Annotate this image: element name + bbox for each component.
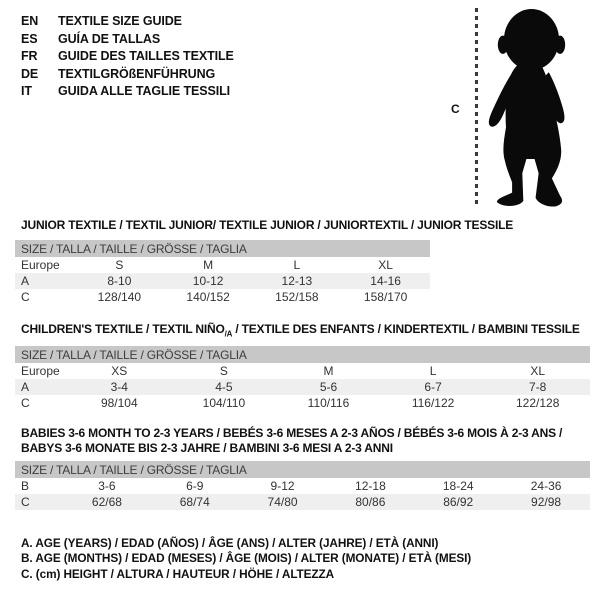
cell: 6-7 bbox=[381, 379, 486, 395]
cell: S bbox=[115, 258, 124, 272]
table-header-row bbox=[15, 461, 590, 478]
note-c: C. (cm) HEIGHT / ALTURA / HAUTEUR / HÖHE / ALTEZZA bbox=[21, 566, 335, 581]
children-title-post: / TEXTILE DES ENFANTS / KINDERTEXTIL / BAMBINI TESSILE bbox=[232, 322, 580, 336]
legend-notes bbox=[21, 536, 471, 582]
cell: 122/128 bbox=[515, 396, 560, 410]
row-label: A bbox=[15, 379, 67, 395]
cell: 110/116 bbox=[307, 396, 350, 410]
babies-table-title bbox=[21, 426, 581, 456]
junior-size-table bbox=[15, 240, 430, 305]
babies-size-table bbox=[15, 461, 590, 510]
cell: XS bbox=[111, 364, 128, 378]
row-label: Europe bbox=[21, 364, 60, 378]
cell: 24-36 bbox=[530, 479, 562, 493]
children-title-sub: /A bbox=[224, 329, 233, 339]
cell: 7-8 bbox=[485, 379, 590, 395]
note-b: B. AGE (MONTHS) / EDAD (MESES) / ÂGE (MOIS) / ALTER (MONATE) / ETÀ (MESI) bbox=[21, 551, 472, 566]
language-code: FR bbox=[21, 49, 38, 63]
guide-title-de: TEXTILGRÖßENFÜHRUNG bbox=[58, 66, 216, 81]
table-row bbox=[15, 273, 430, 289]
row-label: B bbox=[21, 479, 30, 493]
cell: 68/74 bbox=[151, 494, 239, 510]
cell: XL bbox=[378, 258, 393, 272]
cell: 18-24 bbox=[442, 479, 474, 493]
cell: 4-5 bbox=[172, 379, 277, 395]
cell: 140/152 bbox=[186, 290, 230, 304]
guide-title-en: TEXTILE SIZE GUIDE bbox=[58, 14, 182, 28]
cell: M bbox=[323, 364, 334, 378]
language-code: EN bbox=[21, 14, 39, 28]
cell: 86/92 bbox=[414, 494, 502, 510]
cell: XL bbox=[530, 364, 546, 378]
cell: 158/170 bbox=[363, 290, 408, 304]
row-label: A bbox=[15, 273, 75, 289]
language-row-de bbox=[21, 66, 234, 84]
row-label: C bbox=[21, 396, 30, 410]
cell: 3-6 bbox=[98, 479, 116, 493]
cell: L bbox=[429, 364, 437, 378]
table-row bbox=[15, 478, 590, 494]
babies-title-line2: BABYS 3-6 MONATE BIS 2-3 JAHRE / BAMBINI 3-6 MESI A 2-3 ANNI bbox=[21, 441, 393, 455]
cell: 10-12 bbox=[164, 273, 253, 289]
cell: 152/158 bbox=[275, 290, 319, 304]
cell: M bbox=[203, 258, 214, 272]
guide-title-es: GUÍA DE TALLAS bbox=[58, 31, 161, 46]
language-code: DE bbox=[21, 66, 39, 81]
cell: 5-6 bbox=[276, 379, 381, 395]
children-table-title bbox=[21, 322, 580, 338]
language-row-es bbox=[21, 31, 234, 49]
baby-silhouette-image bbox=[482, 7, 582, 209]
row-label: Europe bbox=[21, 258, 60, 272]
table-row bbox=[15, 257, 430, 273]
size-header-cell: SIZE / TALLA / TAILLE / GRÖSSE / TAGLIA bbox=[15, 240, 430, 257]
children-size-table bbox=[15, 346, 590, 411]
cell: 92/98 bbox=[502, 494, 590, 510]
language-code: ES bbox=[21, 31, 38, 46]
cell: 12-18 bbox=[355, 479, 386, 493]
table-row bbox=[15, 395, 590, 411]
table-row bbox=[15, 494, 590, 510]
cell: 128/140 bbox=[97, 290, 142, 304]
cell: 74/80 bbox=[239, 494, 327, 510]
cell: 104/110 bbox=[202, 396, 246, 410]
table-header-row bbox=[15, 240, 430, 257]
size-header-cell: SIZE / TALLA / TAILLE / GRÖSSE / TAGLIA bbox=[15, 346, 590, 363]
table-header-row bbox=[15, 346, 590, 363]
size-header-cell: SIZE / TALLA / TAILLE / GRÖSSE / TAGLIA bbox=[15, 461, 590, 478]
language-code: IT bbox=[21, 84, 32, 98]
cell: 3-4 bbox=[67, 379, 172, 395]
language-header bbox=[21, 13, 234, 101]
note-a: A. AGE (YEARS) / EDAD (AÑOS) / ÂGE (ANS) / ALTER (JAHRE) / ETÀ (ANNI) bbox=[21, 536, 439, 550]
cell: 98/104 bbox=[100, 396, 138, 410]
cell: 116/122 bbox=[411, 396, 455, 410]
cell: 14-16 bbox=[341, 273, 430, 289]
cell: S bbox=[219, 364, 228, 378]
row-label: C bbox=[15, 494, 63, 510]
cell: 80/86 bbox=[326, 494, 414, 510]
language-row-en bbox=[21, 13, 234, 31]
babies-title-line1: BABIES 3-6 MONTH TO 2-3 YEARS / BEBÉS 3-6 MESES A 2-3 AÑOS / BÉBÉS 3-6 MOIS À 2-3 ANS / bbox=[21, 426, 563, 440]
cell: 8-10 bbox=[75, 273, 164, 289]
dashed-measure-line bbox=[475, 8, 478, 207]
height-measure-figure bbox=[443, 5, 595, 210]
guide-title-it: GUIDA ALLE TAGLIE TESSILI bbox=[58, 84, 231, 98]
language-row-it bbox=[21, 83, 234, 101]
cell: L bbox=[293, 258, 301, 272]
cell: 6-9 bbox=[186, 479, 204, 493]
table-row bbox=[15, 363, 590, 379]
row-label: C bbox=[21, 290, 30, 304]
cell: 12-13 bbox=[253, 273, 342, 289]
cell: 62/68 bbox=[63, 494, 151, 510]
children-title-pre: CHILDREN'S TEXTILE / TEXTIL NIÑO bbox=[21, 322, 225, 336]
measure-c-label: C bbox=[451, 102, 460, 116]
junior-table-title: JUNIOR TEXTILE / TEXTIL JUNIOR/ TEXTILE JUNIOR / JUNIORTEXTIL / JUNIOR TESSILE bbox=[21, 218, 514, 232]
language-row-fr bbox=[21, 48, 234, 66]
table-row bbox=[15, 289, 430, 305]
table-row bbox=[15, 379, 590, 395]
cell: 9-12 bbox=[270, 479, 295, 493]
guide-title-fr: GUIDE DES TAILLES TEXTILE bbox=[58, 49, 234, 63]
